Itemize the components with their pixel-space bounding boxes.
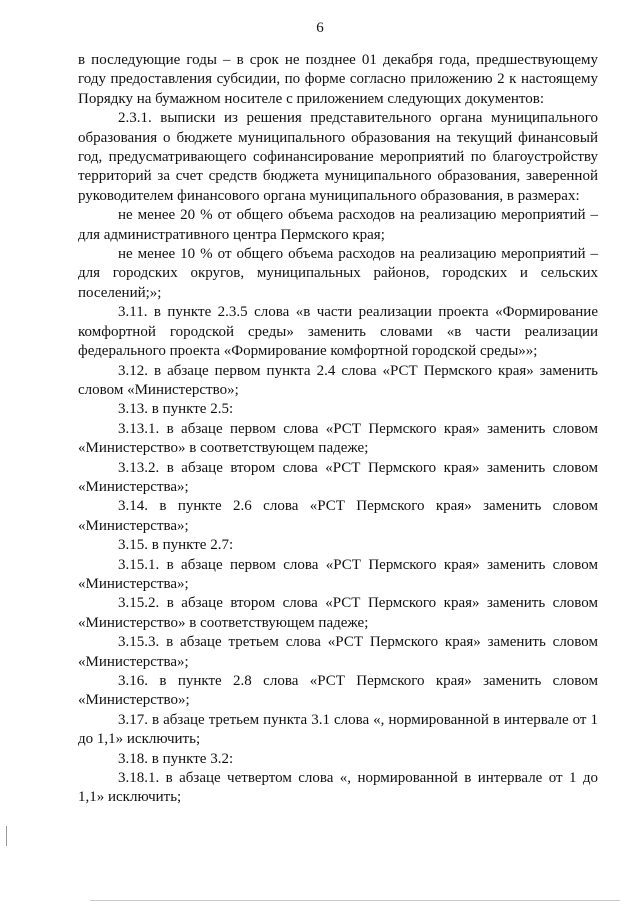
paragraph: 3.13. в пункте 2.5: (118, 401, 234, 418)
paragraph: 3.11. в пункте 2.3.5 слова «в части реализации проекта «Формирование комфортной городской среды» заменить словами «в части реализации федерального проекта «Формирование комфортной городской среды»»; (78, 304, 598, 360)
paragraph: не менее 20 % от общего объема расходов на реализацию мероприятий – для административного центра Пермского края; (78, 207, 598, 243)
scan-bottom-line (90, 900, 620, 901)
paragraph: 3.13.2. в абзаце втором слова «РСТ Пермского края» заменить словом «Министерства»; (78, 459, 598, 495)
paragraph: 3.17. в абзаце третьем пункта 3.1 слова «, нормированной в интервале от 1 до 1,1» исключить; (78, 711, 598, 748)
paragraph: 3.13.1. в абзаце первом слова «РСТ Пермского края» заменить словом «Министерство» в соответствующем падеже; (78, 420, 598, 457)
paragraph: 3.12. в абзаце первом пункта 2.4 слова «РСТ Пермского края» заменить словом «Министерство»; (78, 362, 598, 398)
paragraph: 3.14. в пункте 2.6 слова «РСТ Пермского края» заменить словом «Министерства»; (78, 498, 598, 534)
scan-edge-mark (6, 826, 7, 846)
paragraph: 3.15.3. в абзаце третьем слова «РСТ Пермского края» заменить словом «Министерства»; (78, 634, 598, 670)
document-body (78, 51, 598, 808)
paragraph: 3.15.1. в абзаце первом слова «РСТ Пермского края» заменить словом «Министерства»; (78, 556, 598, 592)
paragraph: 3.18.1. в абзаце четвертом слова «, нормированной в интервале от 1 до 1,1» исключить; (78, 770, 598, 806)
paragraph: 2.3.1. выписки из решения представительного органа муниципального образования о бюджете муниципального образования на текущий финансовый год, предусматривающего софинансирование мероприятий по благоустройству территорий за счет средств бюджета муниципального образования, заверенной руководителем финансового органа муниципального образования, в размерах: (78, 110, 598, 204)
paragraph: 3.15.2. в абзаце втором слова «РСТ Пермского края» заменить словом «Министерство» в соответствующем падеже; (78, 595, 598, 631)
paragraph: 3.16. в пункте 2.8 слова «РСТ Пермского края» заменить словом «Министерство»; (78, 673, 598, 709)
paragraph: не менее 10 % от общего объема расходов на реализацию мероприятий – для городских округов, муниципальных районов, городских и сельских поселений;»; (78, 246, 598, 301)
paragraph: 3.18. в пункте 3.2: (118, 750, 234, 767)
page-number: 6 (316, 20, 324, 36)
paragraph: 3.15. в пункте 2.7: (118, 537, 234, 554)
paragraph: в последующие годы – в срок не позднее 01 декабря года, предшествующему году предоставления субсидии, по форме согласно приложению 2 к настоящему Порядку на бумажном носителе с приложением следующих документов: (78, 52, 598, 107)
